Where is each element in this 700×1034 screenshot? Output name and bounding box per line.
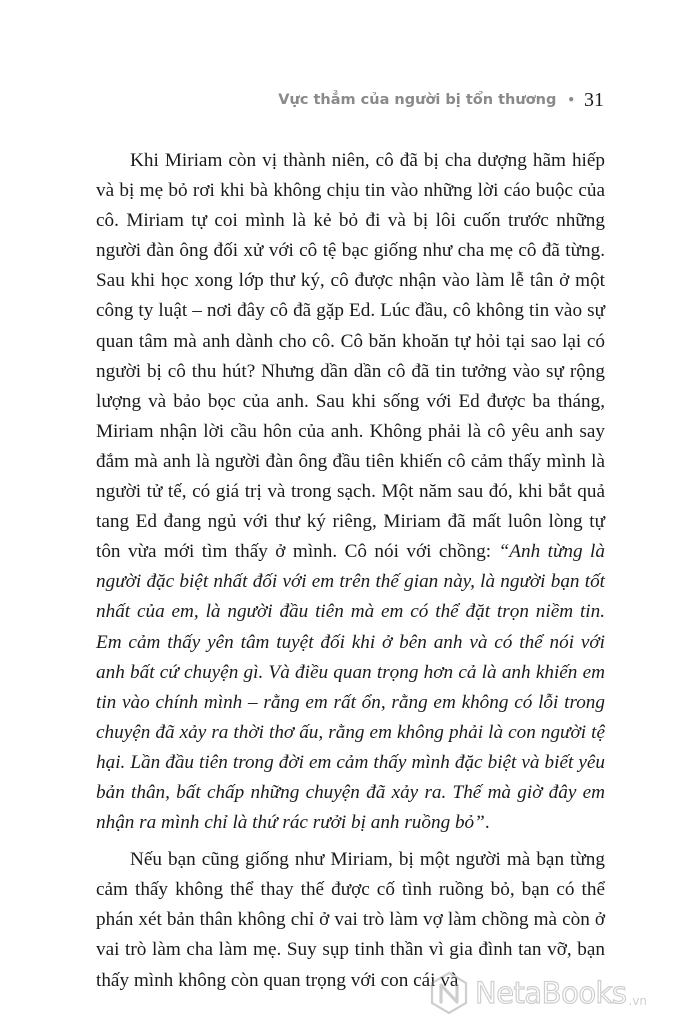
- chapter-title: Vực thẳm của người bị tổn thương: [278, 92, 557, 108]
- paragraph-1-end: .: [484, 812, 490, 834]
- miriam-quote: “Anh từng là người đặc biệt nhất đối với em trên thế gian này, là người bạn tốt nhất của em, là người đầu tiên mà em có thể đặt trọn niềm tin. Em cảm thấy yên tâm tuyệt đối khi ở bên anh và có thể nói với anh bất cứ chuyện gì. Và điều quan trọng hơn cả là anh khiến em tin vào chính mình – rằng em rất ổn, rằng em không có lỗi trong chuyện đã xảy ra thời thơ ấu, rằng em không phải là con người tệ hại. Lần đầu tiên trong đời em cảm thấy mình đặc biệt và biết yêu bản thân, bất chấp những chuyện đã xảy ra. Thế mà giờ đây em nhận ra mình chỉ là thứ rác rưởi bị anh ruồng bỏ”: [96, 541, 605, 834]
- running-header: [278, 88, 604, 112]
- page-body: [96, 146, 605, 996]
- page-number: 31: [584, 88, 604, 111]
- header-separator: •: [567, 93, 575, 107]
- paragraph-1-text: Khi Miriam còn vị thành niên, cô đã bị cha dượng hãm hiếp và bị mẹ bỏ rơi khi bà không chịu tin vào những lời cáo buộc của cô. Miriam tự coi mình là kẻ bỏ đi và bị lôi cuốn trước những người đàn ông đối xử với cô tệ bạc giống như cha mẹ cô đã từng. Sau khi học xong lớp thư ký, cô được nhận vào làm lễ tân ở một công ty luật – nơi đây cô đã gặp Ed. Lúc đầu, cô không tin vào sự quan tâm mà anh dành cho cô. Cô băn khoăn tự hỏi tại sao lại có người bị cô thu hút? Nhưng dần dần cô đã tin tưởng vào sự rộng lượng và bảo bọc của anh. Sau khi sống với Ed được ba tháng, Miriam nhận lời cầu hôn của anh. Không phải là cô yêu anh say đắm mà anh là người đàn ông đầu tiên khiến cô cảm thấy mình là người tử tế, có giá trị và trong sạch. Một năm sau đó, khi bắt quả tang Ed đang ngủ với thư ký riêng, Miriam đã mất luôn lòng tự tôn vừa mới tìm thấy ở mình. Cô nói với chồng:: [96, 150, 605, 563]
- netabooks-logo-icon: [428, 971, 470, 1015]
- paragraph-1: [96, 146, 605, 838]
- watermark-brand: NetaBooks: [475, 976, 627, 1010]
- watermark-tld: .vn: [628, 994, 647, 1008]
- paragraph-2: Nếu bạn cũng giống như Miriam, bị một người mà bạn từng cảm thấy không thể thay thế được cố tình ruồng bỏ, bạn có thể phán xét bản thân không chỉ ở vai trò làm vợ làm chồng mà còn ở vai trò làm cha làm mẹ. Suy sụp tinh thần vì gia đình tan vỡ, bạn thấy mình không còn quan trọng với con cái và: [96, 849, 605, 991]
- netabooks-watermark: [428, 968, 647, 1018]
